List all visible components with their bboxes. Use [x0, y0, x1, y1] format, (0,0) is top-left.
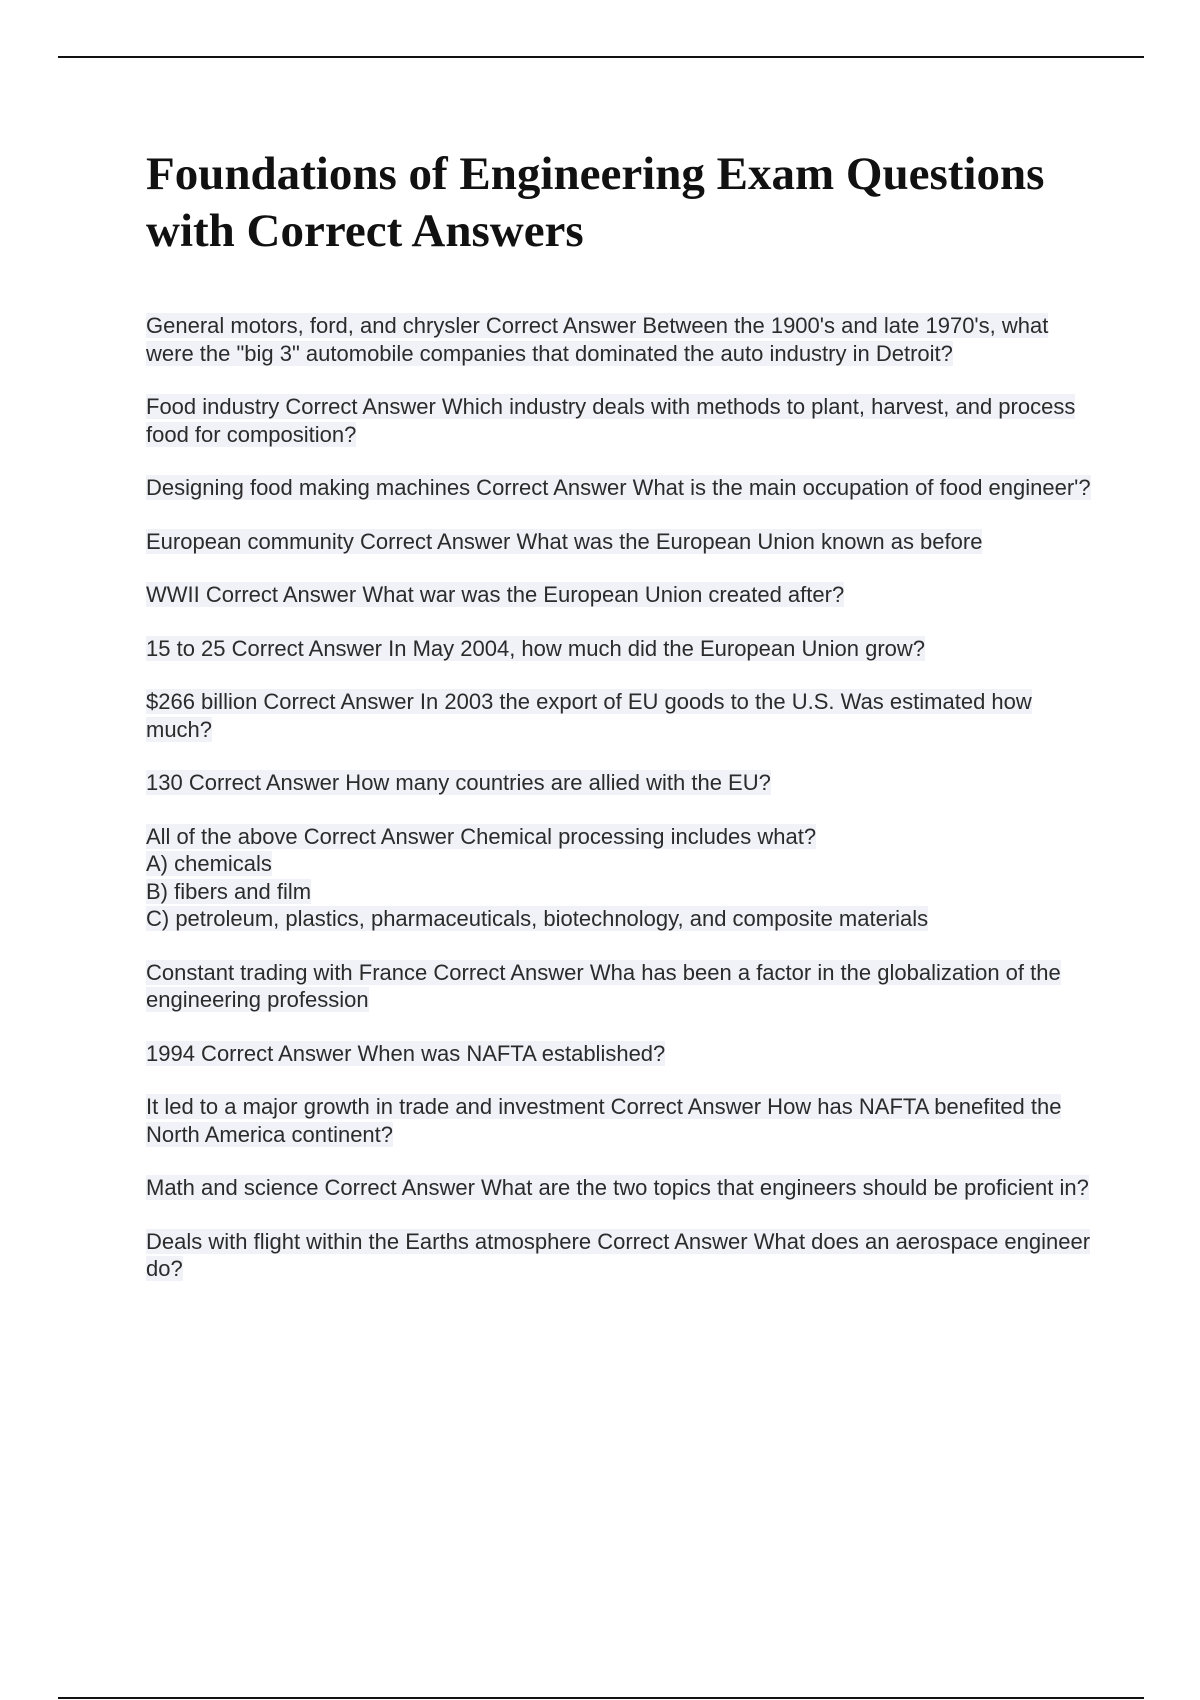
qa-item-11	[146, 1040, 1096, 1068]
top-rule	[58, 56, 1144, 58]
qa-text: Designing food making machines Correct Answer What is the main occupation of food engineer'?	[146, 475, 1091, 500]
qa-item-3	[146, 474, 1096, 502]
qa-item-12	[146, 1093, 1096, 1148]
qa-text: $266 billion Correct Answer In 2003 the export of EU goods to the U.S. Was estimated how much?	[146, 689, 1032, 742]
qa-item-13	[146, 1174, 1096, 1202]
qa-text: European community Correct Answer What was the European Union known as before	[146, 528, 983, 554]
qa-text: WWII Correct Answer What war was the European Union created after?	[146, 582, 845, 607]
qa-item-1	[146, 312, 1096, 367]
document-title: Foundations of Engineering Exam Questions with Correct Answers	[146, 148, 1045, 257]
qa-text: It led to a major growth in trade and investment Correct Answer How has NAFTA benefited the North America continent?	[146, 1094, 1062, 1147]
bottom-rule	[58, 1697, 1144, 1699]
qa-item-14	[146, 1228, 1096, 1283]
qa-text: 15 to 25 Correct Answer In May 2004, how much did the European Union grow?	[146, 635, 926, 661]
qa-item-8	[146, 769, 1096, 797]
qa-text: Food industry Correct Answer Which industry deals with methods to plant, harvest, and process food for composition?	[146, 394, 1076, 447]
qa-text: Math and science Correct Answer What are the two topics that engineers should be proficient in?	[146, 1175, 1089, 1200]
qa-item-4	[146, 528, 1096, 556]
qa-item-7	[146, 688, 1096, 743]
qa-text: 1994 Correct Answer When was NAFTA established?	[146, 1040, 666, 1066]
qa-item-10	[146, 959, 1096, 1014]
qa-text: Deals with flight within the Earths atmosphere Correct Answer What does an aerospace engineer do?	[146, 1228, 1091, 1281]
qa-item-5	[146, 581, 1096, 609]
qa-list	[146, 312, 1096, 1309]
qa-item-2	[146, 393, 1096, 448]
qa-item-9	[146, 823, 1096, 933]
qa-text: Constant trading with France Correct Answer Wha has been a factor in the globalization of the engineering profession	[146, 959, 1061, 1012]
qa-text: All of the above Correct Answer Chemical processing includes what? A) chemicals B) fibers and film C) petroleum, plastics, pharmaceuticals, biotechnology, and composite materials	[146, 823, 929, 931]
qa-text: General motors, ford, and chrysler Correct Answer Between the 1900's and late 1970's, what were the "big 3" automobile companies that dominated the auto industry in Detroit?	[146, 313, 1049, 366]
qa-item-6	[146, 635, 1096, 663]
qa-text: 130 Correct Answer How many countries are allied with the EU?	[146, 770, 771, 795]
